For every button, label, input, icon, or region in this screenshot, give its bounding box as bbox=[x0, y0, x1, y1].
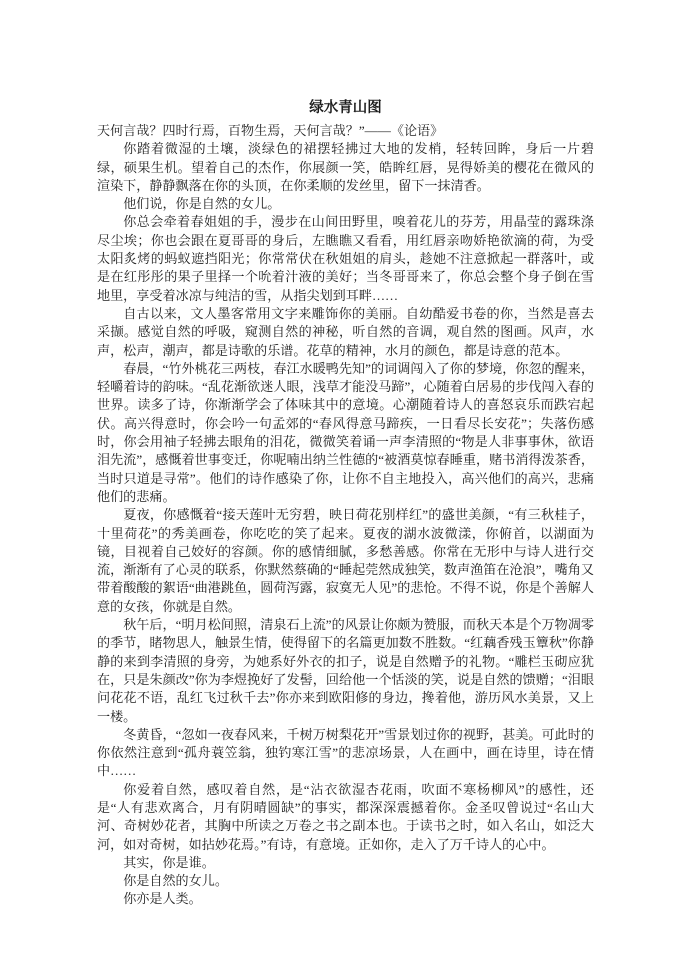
paragraph: 夏夜，你感慨着“接天莲叶无穷碧，映日荷花别样红”的盛世美颜，“有三秋桂子，十里荷花”的秀美画卷，你吃吃的笑了起来。夏夜的湖水波微漾，你俯首，以湖面为镜，目视着自己姣好的容颜。你的感情细腻，多愁善感。你常在无形中与诗人进行交流，渐渐有了心灵的联系，你默然蔡确的“睡起莞然成独笑，数声渔笛在沧浪”，嘴角又带着酸酸的絮语“曲港跳鱼，圆荷泻露，寂寞无人见”的悲怆。不得不说，你是个善解人意的女孩，你就是自然。 bbox=[97, 507, 594, 614]
document-body bbox=[97, 122, 594, 909]
paragraph: 你爱着自然，感叹着自然，是“沾衣欲湿杏花雨，吹面不寒杨柳风”的感性，还是“人有悲欢离合，月有阴晴圆缺”的事实，都深深震撼着你。金圣叹曾说过“名山大河、奇树妙花者，其胸中所读之万卷之书之副本也。于读书之时，如入名山，如泛大河，如对奇树，如拈妙花焉。”有诗，有意境。正如你，走入了万千诗人的心中。 bbox=[97, 781, 594, 852]
paragraph: 他们说，你是自然的女儿。 bbox=[123, 196, 281, 212]
paragraph: 你踏着微湿的土壤，淡绿色的裙摆轻拂过大地的发梢，轻转回眸，身后一片碧绿，硕果生机。望着自己的杰作，你展颜一笑，皓眸红唇，晃得娇美的樱花在微风的渲染下，静静飘落在你的头顶，在你柔顺的发丝里，留下一抹清香。 bbox=[97, 141, 594, 193]
document-title: 绿水青山图 bbox=[309, 100, 382, 116]
paragraph: 你总会牵着春姐姐的手，漫步在山间田野里，嗅着花儿的芬芳，用晶莹的露珠涤尽尘埃；你也会跟在夏哥哥的身后，左瞧瞧又看看，用红唇亲吻娇艳欲滴的荷，为受太阳炙烤的蚂蚁遮挡阳光；你常常伏在秋姐姐的肩头，趁她不注意掀起一群落叶，或是在红彤彤的果子里择一个吮着汁液的美好；当冬哥哥来了，你总会整个身子倒在雪地里，享受着冰凉与纯洁的雪，从指尖划到耳畔…… bbox=[97, 214, 594, 303]
paragraph: 自古以来，文人墨客常用文字来雕饰你的美丽。自幼酷爱书卷的你，当然是喜去采撷。感觉自然的呼吸，窥测自然的神秘，听自然的音调，观自然的图画。风声，水声，松声，潮声，都是诗歌的乐谱。花草的精神，水月的颜色，都是诗意的范本。 bbox=[97, 305, 594, 358]
paragraph: 其实，你是谁。 bbox=[123, 854, 215, 870]
paragraph: 秋午后，“明月松间照，清泉石上流”的风景让你颇为赞服，而秋天本是个万物凋零的季节，睹物思人，触景生情，使得留下的名篇更加数不胜数。“红藕香残玉簟秋”你静静的来到李清照的身旁，为她系好外衣的扣子，说是自然赠予的礼物。“雕栏玉砌应犹在，只是朱颜改”你为李煜挽好了发髻，回给他一个恬淡的笑，说是自然的馈赠；“泪眼问花花不语，乱红飞过秋千去”你亦来到欧阳修的身边，搀着他，游历风水美景，又上一楼。 bbox=[97, 617, 594, 724]
paragraph: 春晨，“竹外桃花三两枝，春江水暖鸭先知”的词调闯入了你的梦境，你忽的醒来，轻嚼着诗的韵味。“乱花渐欲迷人眼，浅草才能没马蹄”，心随着白居易的步伐闯入春的世界。读多了诗，你渐渐学会了体味其中的意境。心潮随着诗人的喜怒哀乐而跌宕起伏。高兴得意时，你会吟一句孟郊的“春风得意马蹄疾，一日看尽长安花”；失落伤感时，你会用袖子轻拂去眼角的泪花，微微笑着诵一声李清照的“物是人非事事休，欲语泪先流”，感慨着世事变迁，你呢喃出纳兰性德的“被酒莫惊春睡重，赌书消得泼茶香，当时只道是寻常”。他们的诗作感染了你，让你不自主地投入，高兴他们的高兴，悲痛他们的悲痛。 bbox=[97, 360, 594, 504]
paragraph: 你亦是人类。 bbox=[123, 891, 202, 907]
document-page bbox=[97, 99, 594, 909]
paragraph: 天何言哉？四时行焉，百物生焉，天何言哉？”——《论语》 bbox=[97, 123, 444, 138]
paragraph: 冬黄昏，“忽如一夜春风来，千树万树梨花开”雪景划过你的视野，甚美。可此时的你依然注意到“孤舟蓑笠翁，独钓寒江雪”的悲凉场景，人在画中，画在诗里，诗在情中…… bbox=[97, 726, 594, 779]
paragraph: 你是自然的女儿。 bbox=[123, 873, 228, 889]
